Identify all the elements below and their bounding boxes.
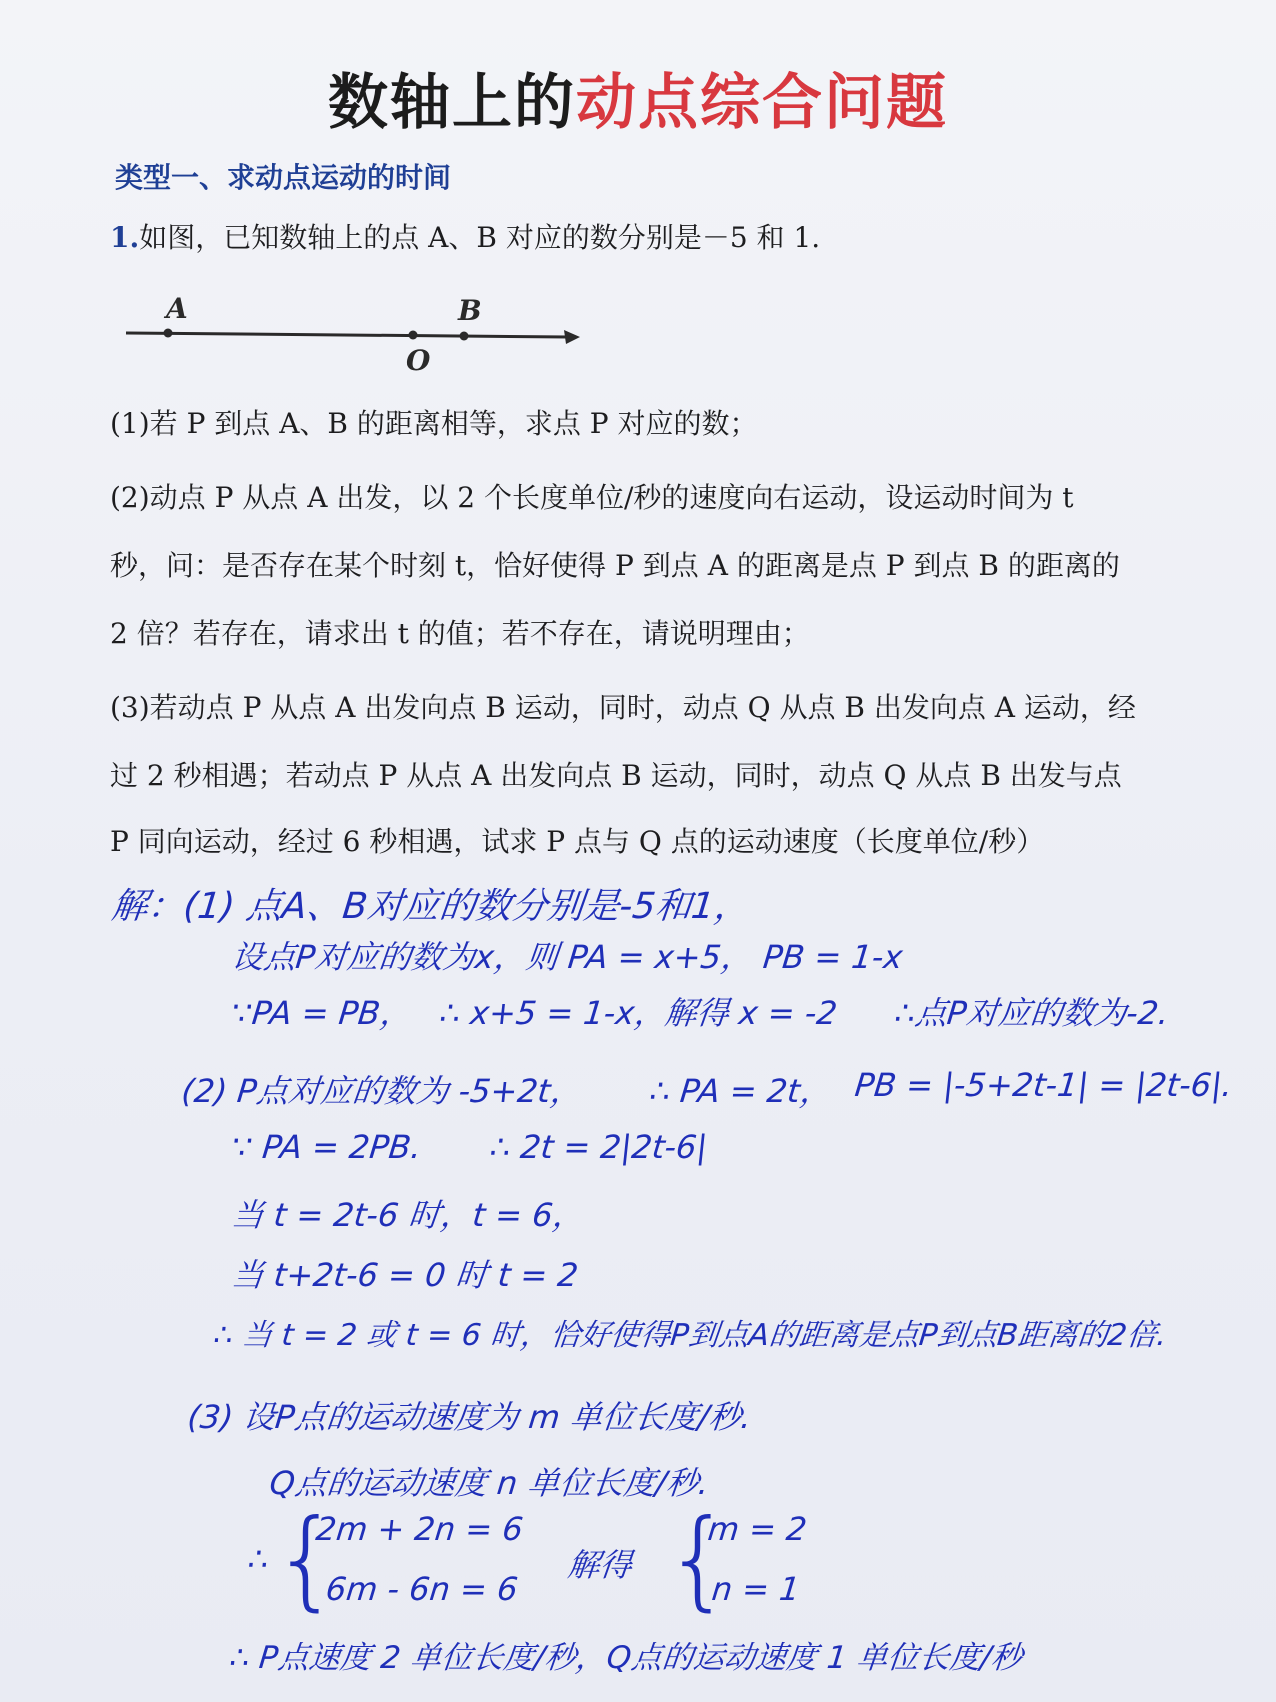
point-b-dot (460, 332, 469, 341)
solution-2-line-1-b: ∴ PA = 2t， (647, 1072, 834, 1110)
title-part-2-highlight: 动点综合问题 (576, 68, 948, 138)
problem-intro (110, 216, 820, 256)
solution-3-therefore: ∴ (246, 1540, 271, 1578)
solution-1-line-3-b: ∴ x+5 = 1-x， (437, 994, 669, 1032)
type-heading: 类型一、求动点运动的时间 (115, 161, 452, 194)
equation-system-brace: { (272, 1497, 341, 1622)
point-a-dot (164, 329, 173, 338)
solution-1-line-3-c: 解得 x = -2 (662, 994, 839, 1032)
solution-2-line-5: ∴ 当 t = 2 或 t = 6 时，恰好使得P到点A的距离是点P到点B距离的2倍. (211, 1318, 1169, 1353)
point-o-dot (409, 331, 418, 340)
question-3-line-1: (3)若动点 P 从点 A 出发向点 B 运动，同时，动点 Q 从点 B 出发向点 A 运动，经 (110, 691, 1136, 724)
number-line-arrow (564, 330, 580, 344)
point-a-label: A (166, 292, 188, 325)
solution-3-equation-2: 6m - 6n = 6 (324, 1570, 520, 1608)
solution-2-line-1-c: PB = |-5+2t-1| = |2t-6|. (853, 1066, 1235, 1104)
question-1: (1)若 P 到点 A、B 的距离相等，求点 P 对应的数； (110, 407, 758, 440)
problem-number: 1. (110, 221, 140, 254)
solution-3-line-2: Q点的运动速度 n 单位长度/秒. (267, 1464, 711, 1502)
solution-1-line-1: 解：(1) 点A、B对应的数分别是-5和1， (109, 886, 753, 927)
question-2-line-1: (2)动点 P 从点 A 出发，以 2 个长度单位/秒的速度向右运动，设运动时间为 t (110, 481, 1074, 514)
solution-3-line-1: (3) 设P点的运动速度为 m 单位长度/秒. (185, 1398, 754, 1436)
page-title (0, 55, 1276, 141)
solution-2-line-3: 当 t = 2t-6 时，t = 6， (229, 1196, 587, 1234)
question-3-line-3: P 同向运动，经过 6 秒相遇，试求 P 点与 Q 点的运动速度（长度单位/秒） (110, 825, 1045, 858)
solution-2-line-4: 当 t+2t-6 = 0 时 t = 2 (229, 1256, 581, 1294)
number-line-axis (126, 333, 568, 337)
question-3-line-2: 过 2 秒相遇；若动点 P 从点 A 出发向点 B 运动，同时，动点 Q 从点 B 出发与点 (110, 759, 1122, 792)
solution-2-line-1-a: (2) P点对应的数为 -5+2t， (179, 1072, 585, 1110)
result-system-brace: { (664, 1497, 733, 1622)
title-part-1: 数轴上的 (328, 68, 576, 138)
solution-1-line-2: 设点P对应的数为x，则 PA = x+5， PB = 1-x (229, 938, 905, 976)
point-o-label: O (406, 344, 431, 377)
solution-2-line-2-a: ∵ PA = 2PB. (230, 1128, 424, 1166)
solution-3-solve-label: 解得 (565, 1546, 634, 1584)
solution-3-result-2: n = 1 (710, 1570, 802, 1608)
number-line-figure (110, 290, 590, 380)
solution-1-line-3-a: ∵PA = PB， (229, 994, 415, 1032)
question-2-line-2: 秒，问：是否存在某个时刻 t，恰好使得 P 到点 A 的距离是点 P 到点 B 的距离的 (110, 549, 1120, 582)
solution-3-conclusion: ∴ P点速度 2 单位长度/秒，Q点的运动速度 1 单位长度/秒 (227, 1640, 1024, 1676)
problem-intro-text: 如图，已知数轴上的点 A、B 对应的数分别是－5 和 1. (139, 221, 821, 254)
point-b-label: B (458, 294, 482, 327)
question-2-line-3: 2 倍？若存在，请求出 t 的值；若不存在，请说明理由； (110, 617, 810, 650)
solution-2-line-2-b: ∴ 2t = 2|2t-6| (488, 1128, 710, 1166)
solution-3-result-1: m = 2 (706, 1510, 809, 1548)
solution-3-equation-1: 2m + 2n = 6 (314, 1510, 525, 1548)
solution-1-line-3-d: ∴点P对应的数为-2. (892, 994, 1171, 1032)
